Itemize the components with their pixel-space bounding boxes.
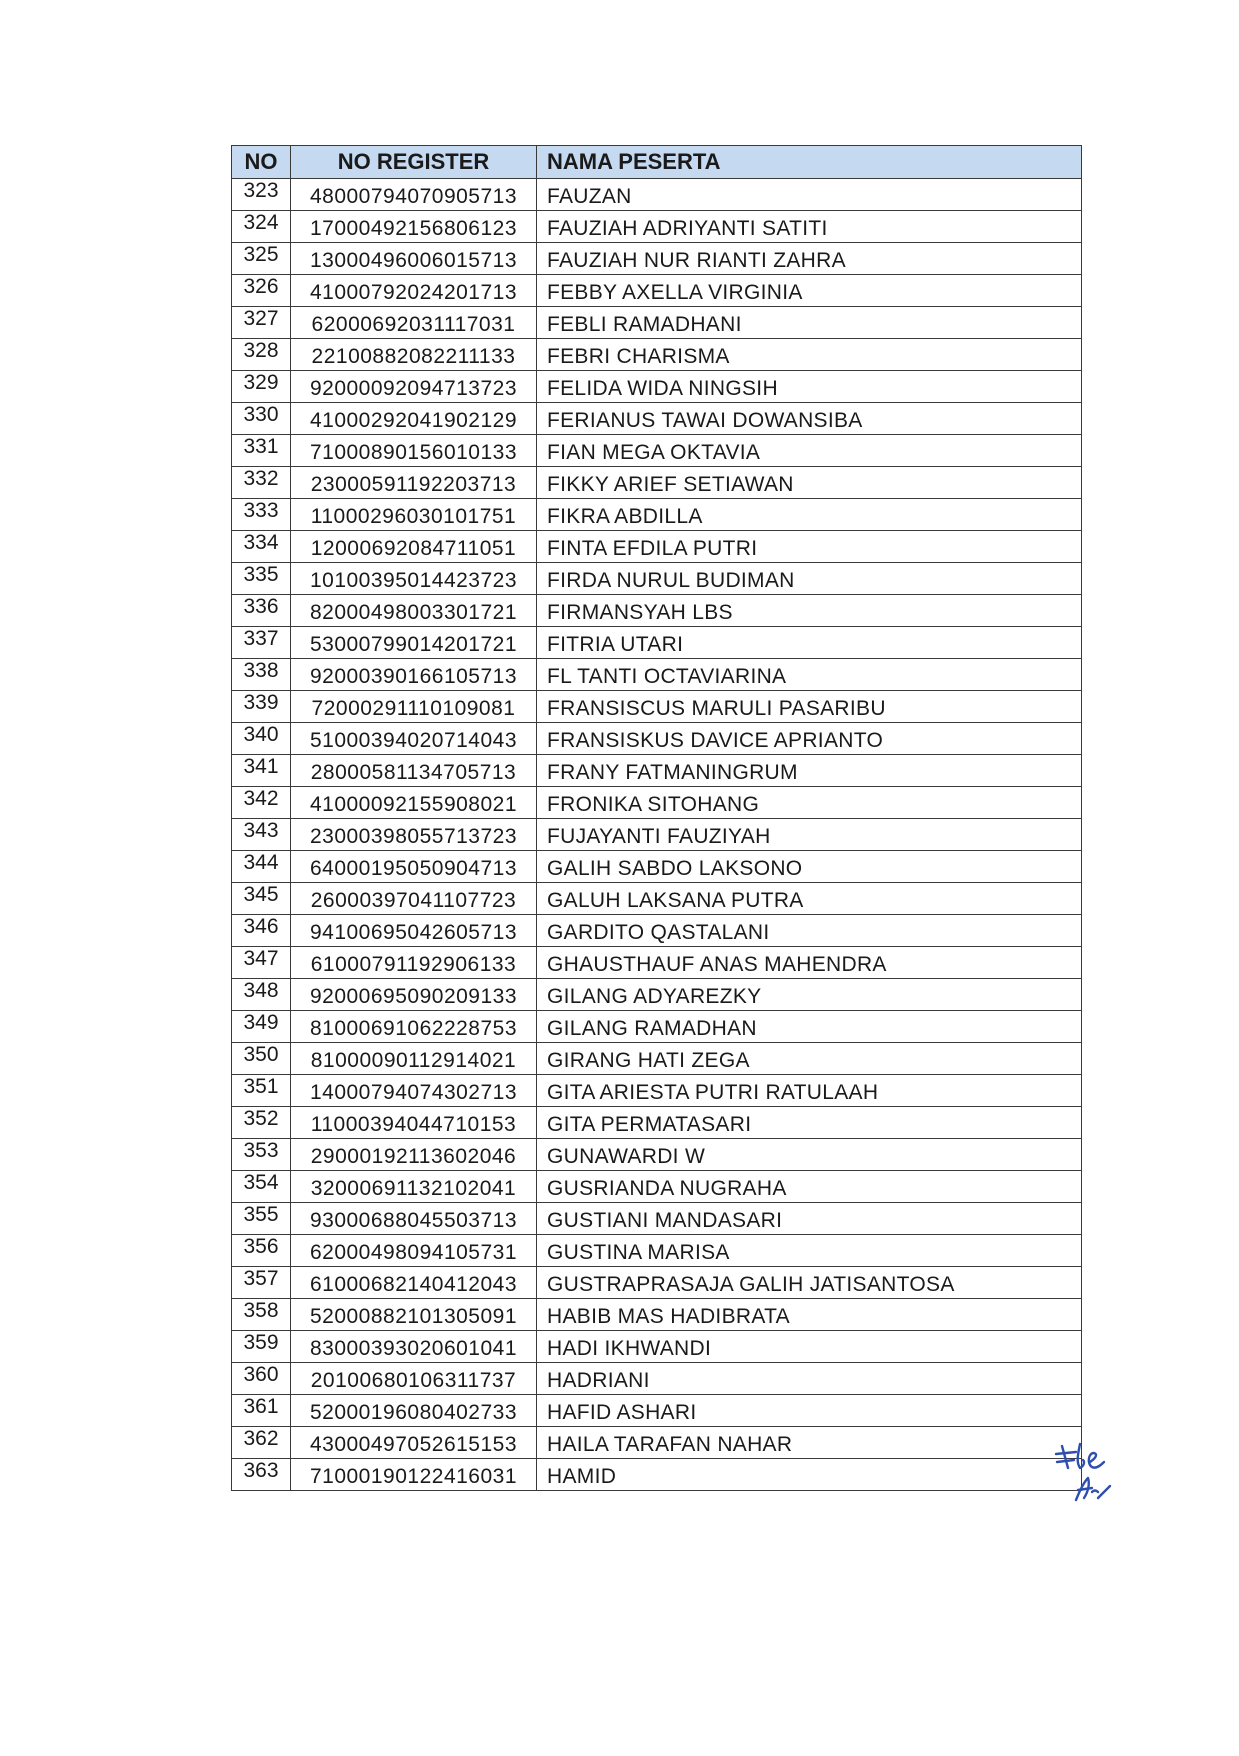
table-header-row (232, 146, 1082, 179)
row-register: 94100695042605713 (291, 915, 537, 947)
row-no: 356 (232, 1235, 291, 1267)
row-register: 53000799014201721 (291, 627, 537, 659)
row-register: 72000291110109081 (291, 691, 537, 723)
row-no: 335 (232, 563, 291, 595)
table-row (232, 915, 1082, 947)
row-name: GIRANG HATI ZEGA (537, 1043, 1082, 1075)
table-row (232, 339, 1082, 371)
table-row (232, 1267, 1082, 1299)
row-register: 43000497052615153 (291, 1427, 537, 1459)
row-name: FIRMANSYAH LBS (537, 595, 1082, 627)
row-no: 344 (232, 851, 291, 883)
table-row (232, 1139, 1082, 1171)
row-no: 341 (232, 755, 291, 787)
row-no: 347 (232, 947, 291, 979)
row-no: 332 (232, 467, 291, 499)
table-body (232, 179, 1082, 1491)
row-register: 62000498094105731 (291, 1235, 537, 1267)
row-register: 41000792024201713 (291, 275, 537, 307)
row-no: 326 (232, 275, 291, 307)
table-row (232, 403, 1082, 435)
row-no: 329 (232, 371, 291, 403)
row-register: 26000397041107723 (291, 883, 537, 915)
row-register: 14000794074302713 (291, 1075, 537, 1107)
table-row (232, 243, 1082, 275)
row-name: FEBBY AXELLA VIRGINIA (537, 275, 1082, 307)
row-register: 64000195050904713 (291, 851, 537, 883)
row-no: 355 (232, 1203, 291, 1235)
table-row (232, 275, 1082, 307)
row-register: 51000394020714043 (291, 723, 537, 755)
participant-table (231, 145, 1082, 1491)
row-name: FAUZAN (537, 179, 1082, 211)
row-register: 81000090112914021 (291, 1043, 537, 1075)
participant-table-container (231, 145, 1082, 1491)
row-register: 13000496006015713 (291, 243, 537, 275)
row-register: 93000688045503713 (291, 1203, 537, 1235)
table-row (232, 1395, 1082, 1427)
row-no: 352 (232, 1107, 291, 1139)
row-register: 12000692084711051 (291, 531, 537, 563)
header-name: NAMA PESERTA (537, 146, 1082, 179)
row-name: HADI IKHWANDI (537, 1331, 1082, 1363)
row-register: 41000292041902129 (291, 403, 537, 435)
row-name: GITA PERMATASARI (537, 1107, 1082, 1139)
row-name: FRANSISKUS DAVICE APRIANTO (537, 723, 1082, 755)
table-row (232, 595, 1082, 627)
row-no: 328 (232, 339, 291, 371)
row-no: 360 (232, 1363, 291, 1395)
row-name: FIKRA ABDILLA (537, 499, 1082, 531)
table-row (232, 563, 1082, 595)
row-name: GUNAWARDI W (537, 1139, 1082, 1171)
row-name: GARDITO QASTALANI (537, 915, 1082, 947)
row-name: GITA ARIESTA PUTRI RATULAAH (537, 1075, 1082, 1107)
table-row (232, 211, 1082, 243)
row-no: 333 (232, 499, 291, 531)
table-row (232, 307, 1082, 339)
row-register: 11000296030101751 (291, 499, 537, 531)
row-name: FAUZIAH NUR RIANTI ZAHRA (537, 243, 1082, 275)
table-row (232, 1331, 1082, 1363)
table-row (232, 1075, 1082, 1107)
table-row (232, 499, 1082, 531)
row-no: 346 (232, 915, 291, 947)
table-row (232, 723, 1082, 755)
row-name: FELIDA WIDA NINGSIH (537, 371, 1082, 403)
row-name: FEBLI RAMADHANI (537, 307, 1082, 339)
row-register: 23000591192203713 (291, 467, 537, 499)
row-name: GILANG ADYAREZKY (537, 979, 1082, 1011)
row-name: GUSTINA MARISA (537, 1235, 1082, 1267)
row-register: 81000691062228753 (291, 1011, 537, 1043)
row-name: FUJAYANTI FAUZIYAH (537, 819, 1082, 851)
row-register: 92000390166105713 (291, 659, 537, 691)
row-no: 351 (232, 1075, 291, 1107)
row-register: 17000492156806123 (291, 211, 537, 243)
row-name: FINTA EFDILA PUTRI (537, 531, 1082, 563)
table-row (232, 755, 1082, 787)
row-no: 323 (232, 179, 291, 211)
row-no: 359 (232, 1331, 291, 1363)
row-register: 10100395014423723 (291, 563, 537, 595)
row-register: 41000092155908021 (291, 787, 537, 819)
row-name: FAUZIAH ADRIYANTI SATITI (537, 211, 1082, 243)
row-register: 11000394044710153 (291, 1107, 537, 1139)
row-register: 62000692031117031 (291, 307, 537, 339)
row-no: 363 (232, 1459, 291, 1491)
row-no: 348 (232, 979, 291, 1011)
row-no: 338 (232, 659, 291, 691)
row-register: 83000393020601041 (291, 1331, 537, 1363)
row-name: FRONIKA SITOHANG (537, 787, 1082, 819)
table-row (232, 1459, 1082, 1491)
table-row (232, 1011, 1082, 1043)
row-no: 353 (232, 1139, 291, 1171)
row-register: 28000581134705713 (291, 755, 537, 787)
table-row (232, 531, 1082, 563)
row-name: GHAUSTHAUF ANAS MAHENDRA (537, 947, 1082, 979)
row-name: HABIB MAS HADIBRATA (537, 1299, 1082, 1331)
row-register: 61000682140412043 (291, 1267, 537, 1299)
handwritten-initials-signature (1054, 1440, 1124, 1512)
row-name: GALIH SABDO LAKSONO (537, 851, 1082, 883)
row-no: 324 (232, 211, 291, 243)
table-row (232, 851, 1082, 883)
row-name: GUSTIANI MANDASARI (537, 1203, 1082, 1235)
table-row (232, 883, 1082, 915)
table-row (232, 691, 1082, 723)
table-row (232, 1363, 1082, 1395)
row-name: FITRIA UTARI (537, 627, 1082, 659)
row-name: FIKKY ARIEF SETIAWAN (537, 467, 1082, 499)
row-no: 327 (232, 307, 291, 339)
row-name: FERIANUS TAWAI DOWANSIBA (537, 403, 1082, 435)
table-row (232, 627, 1082, 659)
row-register: 92000695090209133 (291, 979, 537, 1011)
row-name: GALUH LAKSANA PUTRA (537, 883, 1082, 915)
row-register: 71000890156010133 (291, 435, 537, 467)
row-register: 20100680106311737 (291, 1363, 537, 1395)
row-no: 345 (232, 883, 291, 915)
row-register: 61000791192906133 (291, 947, 537, 979)
row-name: FRANSISCUS MARULI PASARIBU (537, 691, 1082, 723)
row-name: HADRIANI (537, 1363, 1082, 1395)
row-no: 362 (232, 1427, 291, 1459)
row-name: FL TANTI OCTAVIARINA (537, 659, 1082, 691)
row-no: 350 (232, 1043, 291, 1075)
table-row (232, 979, 1082, 1011)
row-no: 354 (232, 1171, 291, 1203)
row-no: 342 (232, 787, 291, 819)
row-name: GUSRIANDA NUGRAHA (537, 1171, 1082, 1203)
table-row (232, 1299, 1082, 1331)
table-row (232, 467, 1082, 499)
row-no: 336 (232, 595, 291, 627)
row-register: 29000192113602046 (291, 1139, 537, 1171)
row-no: 349 (232, 1011, 291, 1043)
table-row (232, 1235, 1082, 1267)
row-name: FRANY FATMANINGRUM (537, 755, 1082, 787)
table-row (232, 371, 1082, 403)
row-name: HAMID (537, 1459, 1082, 1491)
row-name: FEBRI CHARISMA (537, 339, 1082, 371)
table-row (232, 1427, 1082, 1459)
row-no: 331 (232, 435, 291, 467)
row-no: 330 (232, 403, 291, 435)
row-no: 361 (232, 1395, 291, 1427)
row-no: 337 (232, 627, 291, 659)
row-no: 340 (232, 723, 291, 755)
row-no: 358 (232, 1299, 291, 1331)
table-row (232, 787, 1082, 819)
table-row (232, 819, 1082, 851)
row-register: 82000498003301721 (291, 595, 537, 627)
row-register: 52000882101305091 (291, 1299, 537, 1331)
table-row (232, 1171, 1082, 1203)
table-row (232, 435, 1082, 467)
row-name: GILANG RAMADHAN (537, 1011, 1082, 1043)
row-no: 334 (232, 531, 291, 563)
table-row (232, 947, 1082, 979)
table-row (232, 1203, 1082, 1235)
table-row (232, 1107, 1082, 1139)
row-register: 92000092094713723 (291, 371, 537, 403)
row-register: 48000794070905713 (291, 179, 537, 211)
row-no: 343 (232, 819, 291, 851)
table-row (232, 1043, 1082, 1075)
row-name: FIRDA NURUL BUDIMAN (537, 563, 1082, 595)
row-register: 22100882082211133 (291, 339, 537, 371)
row-name: HAFID ASHARI (537, 1395, 1082, 1427)
row-register: 32000691132102041 (291, 1171, 537, 1203)
row-no: 357 (232, 1267, 291, 1299)
header-register: NO REGISTER (291, 146, 537, 179)
row-name: FIAN MEGA OKTAVIA (537, 435, 1082, 467)
row-register: 23000398055713723 (291, 819, 537, 851)
table-row (232, 659, 1082, 691)
row-name: HAILA TARAFAN NAHAR (537, 1427, 1082, 1459)
row-name: GUSTRAPRASAJA GALIH JATISANTOSA (537, 1267, 1082, 1299)
table-row (232, 179, 1082, 211)
row-register: 71000190122416031 (291, 1459, 537, 1491)
row-no: 339 (232, 691, 291, 723)
row-no: 325 (232, 243, 291, 275)
row-register: 52000196080402733 (291, 1395, 537, 1427)
header-no: NO (232, 146, 291, 179)
